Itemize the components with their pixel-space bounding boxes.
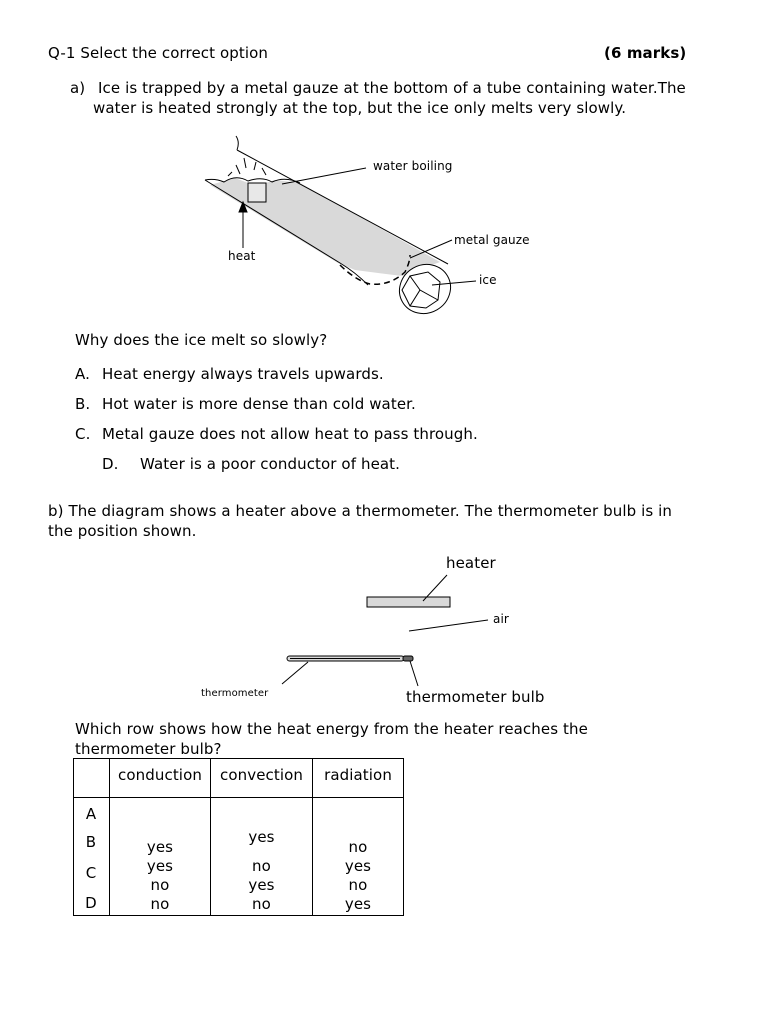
air-line [409,620,488,631]
label-thermometer-bulb: thermometer bulb [406,688,545,706]
thermometer-bulb-pointer [410,661,418,686]
cell-radiation-b: yes [344,857,372,875]
cell-convection-a: yes [248,828,275,846]
part-b-question-line-2: thermometer bulb? [75,740,222,758]
row-letter-a: A [85,805,97,823]
header-radiation: radiation [324,766,392,784]
water-boiling-pointer [282,168,366,184]
label-heater: heater [446,554,496,572]
label-metal-gauze: metal gauze [454,233,530,247]
steam-mark-2 [244,158,246,168]
table-border-top [73,758,404,759]
part-a-line-1: Ice is trapped by a metal gauze at the bottom of a tube containing water.The [98,79,686,97]
option-c-text: Metal gauze does not allow heat to pass through. [102,425,478,443]
option-c-letter: C. [75,425,91,443]
steam-mark-3 [254,162,256,170]
table-header-divider [73,797,404,798]
table-border-bottom [73,915,404,916]
question-header: Q-1 Select the correct option [48,44,268,62]
label-heat: heat [228,249,256,263]
part-b-question-line-1: Which row shows how the heat energy from the heater reaches the [75,720,588,738]
label-ice: ice [479,273,497,287]
cell-convection-d: no [252,895,271,913]
label-air: air [493,612,509,626]
answer-table [73,758,404,916]
label-water-boiling: water boiling [373,159,453,173]
option-a-letter: A. [75,365,90,383]
label-thermometer: thermometer [201,688,269,699]
cell-convection-b: no [252,857,271,875]
table-border-right [403,758,404,916]
header-convection: convection [219,766,304,784]
thermometer-bulb [403,656,413,661]
option-d-text: Water is a poor conductor of heat. [140,455,401,473]
cell-conduction-b: yes [146,857,174,875]
cell-conduction-c: no [150,876,170,894]
option-b-text: Hot water is more dense than cold water. [102,395,416,413]
part-b-line-1: b) The diagram shows a heater above a thermometer. The thermometer bulb is in [48,502,673,520]
cell-conduction-a: yes [146,838,174,856]
row-letter-b: B [85,833,97,851]
cell-conduction-d: no [150,895,170,913]
thermometer-pointer [282,662,308,684]
part-a-line-2: water is heated strongly at the top, but the ice only melts very slowly. [93,99,627,117]
steam-mark-1 [236,165,240,174]
sample-square [248,183,266,202]
option-d-letter: D. [102,455,119,473]
option-a-text: Heat energy always travels upwards. [102,365,384,383]
heater-bar [367,597,450,607]
option-b-letter: B. [75,395,91,413]
row-letter-c: C [85,864,97,882]
part-a-label: a) [70,79,86,97]
steam-mark-5 [228,172,232,176]
cell-convection-c: yes [248,876,275,894]
cell-radiation-d: yes [344,895,372,913]
cell-radiation-c: no [348,876,368,894]
part-b-line-2: the position shown. [48,522,197,540]
part-a-question: Why does the ice melt so slowly? [75,331,328,349]
question-marks: (6 marks) [604,44,687,62]
row-letter-d: D [85,894,97,912]
cell-radiation-a: no [348,838,368,856]
header-conduction: conduction [118,766,202,784]
steam-mark-4 [262,168,266,175]
